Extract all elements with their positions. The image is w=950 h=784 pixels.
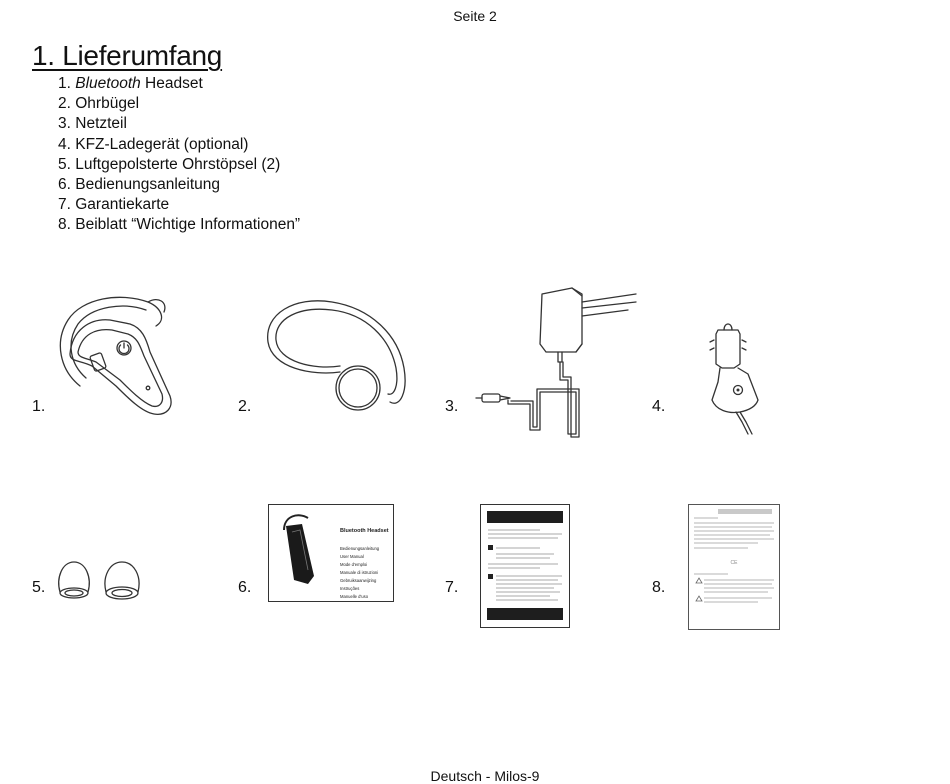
list-item — [58, 195, 300, 215]
manual-title: Bluetooth Headset — [340, 528, 389, 534]
manual-language: Instruções — [340, 586, 360, 591]
manual-language: Manuelle d'uso — [340, 594, 369, 599]
figure-label-2: 2. — [238, 398, 252, 415]
figure-label-4: 4. — [652, 398, 666, 415]
manual-language: Mode d'emploi — [340, 562, 368, 567]
list-item — [58, 175, 300, 195]
figure-label-7: 7. — [445, 579, 459, 596]
item-text: KFZ-Ladegerät (optional) — [75, 135, 249, 153]
item-number: 5. — [58, 155, 71, 173]
list-item — [58, 155, 300, 175]
headset-illustration — [52, 290, 177, 420]
svg-text:CE: CE — [730, 560, 738, 566]
item-number: 1. — [58, 75, 71, 92]
list-item — [58, 215, 300, 235]
power-adapter-illustration — [472, 282, 642, 447]
manual-language: Manuale di istruzioni — [340, 570, 379, 575]
item-number: 3. — [58, 115, 71, 133]
figure-label-8: 8. — [652, 579, 666, 596]
ear-hook-illustration — [262, 290, 412, 415]
manual-language: Bedienungsanleitung — [340, 546, 380, 551]
item-text: Headset — [140, 75, 203, 92]
information-sheet-illustration — [688, 504, 780, 630]
section-title: 1. Lieferumfang — [32, 40, 223, 71]
car-charger-illustration — [700, 318, 770, 438]
list-item — [58, 94, 300, 114]
ear-tips-illustration — [54, 558, 149, 603]
figure-label-6: 6. — [238, 579, 252, 596]
list-item — [58, 114, 300, 134]
item-number: 4. — [58, 135, 71, 153]
item-text: Netzteil — [75, 115, 127, 133]
item-text: Bedienungsanleitung — [75, 176, 221, 194]
warranty-card-illustration — [480, 504, 570, 628]
list-item — [58, 135, 300, 155]
manual-cover-illustration — [268, 504, 394, 602]
figure-label-5: 5. — [32, 579, 46, 596]
item-number: 6. — [58, 176, 71, 194]
item-number: 7. — [58, 196, 71, 214]
item-text: Ohrbügel — [75, 95, 140, 113]
manual-language: Gebruiksaanwijzing — [340, 578, 377, 583]
list-item — [58, 74, 300, 94]
item-emphasis: Bluetooth — [75, 75, 141, 92]
contents-list — [58, 74, 300, 236]
figure-label-3: 3. — [445, 398, 459, 415]
page-header: Seite 2 — [453, 8, 497, 24]
item-number: 2. — [58, 95, 71, 113]
figure-label-1: 1. — [32, 398, 46, 415]
page-footer: Deutsch - Milos-9 — [430, 768, 540, 784]
item-text: Luftgepolsterte Ohrstöpsel (2) — [75, 155, 281, 173]
item-number: 8. — [58, 216, 71, 234]
item-text: Beiblatt “Wichtige Informationen” — [75, 216, 301, 234]
item-text: Garantiekarte — [75, 196, 170, 214]
manual-language: User Manual — [340, 554, 364, 559]
